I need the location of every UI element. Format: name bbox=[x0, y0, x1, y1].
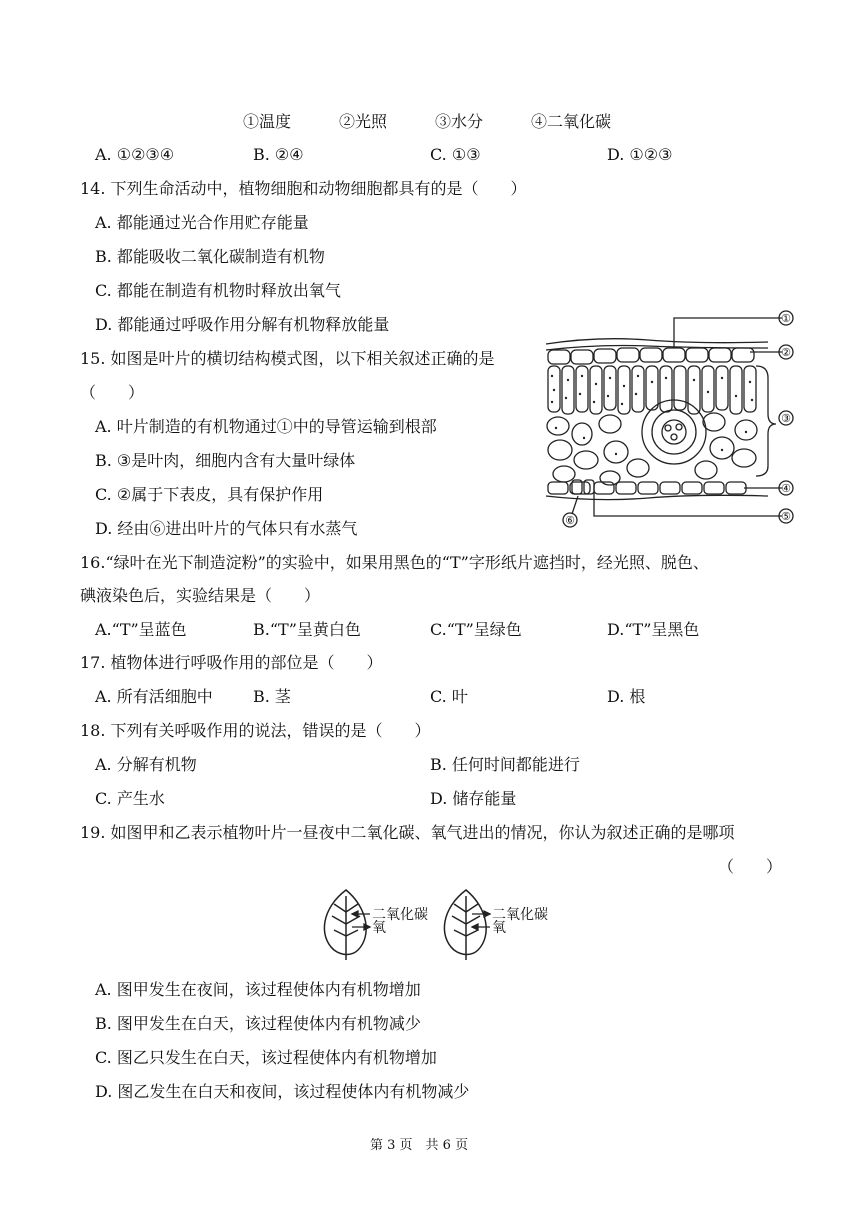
q13-choice-a[interactable]: A. ①②③④ bbox=[95, 145, 175, 164]
q13-option-2: ②光照 bbox=[339, 112, 388, 131]
leaf1-co2-label: 二氧化碳 bbox=[372, 907, 428, 923]
leaf2-o2-label: 氧 bbox=[492, 920, 506, 936]
q16-choice-d[interactable]: D.“T”呈黑色 bbox=[607, 620, 700, 639]
q15-choice-c[interactable]: C. ②属于下表皮，具有保护作用 bbox=[95, 485, 324, 504]
q16-choice-a[interactable]: A.“T”呈蓝色 bbox=[95, 620, 187, 639]
q13-option-4: ④二氧化碳 bbox=[531, 112, 612, 131]
q14-choice-a[interactable]: A. 都能通过光合作用贮存能量 bbox=[95, 213, 309, 232]
q13-choice-c[interactable]: C. ①③ bbox=[430, 145, 481, 164]
q19-choice-a[interactable]: A. 图甲发生在夜间，该过程使体内有机物增加 bbox=[95, 980, 421, 999]
q16-stem-line2: 碘液染色后，实验结果是（ ） bbox=[80, 586, 321, 605]
q17-choice-b[interactable]: B. 茎 bbox=[253, 687, 291, 706]
figure-label-6: ⑥ bbox=[565, 514, 575, 527]
figure-label-5: ⑤ bbox=[781, 510, 791, 523]
q15-choice-d[interactable]: D. 经由⑥进出叶片的气体只有水蒸气 bbox=[95, 519, 358, 538]
q17-choice-c[interactable]: C. 叶 bbox=[430, 687, 468, 706]
q18-choice-c[interactable]: C. 产生水 bbox=[95, 789, 165, 808]
q16-choice-c[interactable]: C.“T”呈绿色 bbox=[430, 620, 522, 639]
q13-option-3: ③水分 bbox=[435, 112, 484, 131]
q14-choice-d[interactable]: D. 都能通过呼吸作用分解有机物释放能量 bbox=[95, 315, 390, 334]
leaf-gas-exchange-figure bbox=[312, 884, 562, 964]
q14-choice-c[interactable]: C. 都能在制造有机物时释放出氧气 bbox=[95, 281, 341, 300]
q17-choice-a[interactable]: A. 所有活细胞中 bbox=[95, 687, 213, 706]
leaf1-o2-label: 氧 bbox=[372, 920, 386, 936]
q19-choice-b[interactable]: B. 图甲发生在白天，该过程使体内有机物减少 bbox=[95, 1014, 421, 1033]
figure-label-2: ② bbox=[781, 346, 791, 359]
q15-stem: 15. 如图是叶片的横切结构模式图，以下相关叙述正确的是 bbox=[80, 349, 495, 368]
q14-choice-b[interactable]: B. 都能吸收二氧化碳制造有机物 bbox=[95, 247, 325, 266]
q15-choice-b[interactable]: B. ③是叶肉，细胞内含有大量叶绿体 bbox=[95, 451, 356, 470]
q18-choice-d[interactable]: D. 储存能量 bbox=[430, 789, 517, 808]
q13-choice-b[interactable]: B. ②④ bbox=[253, 145, 304, 164]
q16-stem-line1: 16.“绿叶在光下制造淀粉”的实验中，如果用黑色的“T”字形纸片遮挡时，经光照、脱色、 bbox=[80, 553, 709, 572]
q18-stem: 18. 下列有关呼吸作用的说法，错误的是（ ） bbox=[80, 721, 431, 740]
figure-label-3: ③ bbox=[781, 412, 791, 425]
q19-bracket: （ ） bbox=[718, 857, 783, 876]
q19-choice-c[interactable]: C. 图乙只发生在白天，该过程使体内有机物增加 bbox=[95, 1048, 437, 1067]
leaf2-co2-label: 二氧化碳 bbox=[492, 907, 548, 923]
q13-option-1: ①温度 bbox=[243, 112, 292, 131]
page-footer: 第 3 页 共 6 页 bbox=[370, 1138, 469, 1153]
q15-choice-a[interactable]: A. 叶片制造的有机物通过①中的导管运输到根部 bbox=[95, 417, 437, 436]
q18-choice-b[interactable]: B. 任何时间都能进行 bbox=[430, 755, 580, 774]
q19-stem: 19. 如图甲和乙表示植物叶片一昼夜中二氧化碳、氧气进出的情况，你认为叙述正确的是哪项 bbox=[80, 823, 735, 842]
q19-choice-d[interactable]: D. 图乙发生在白天和夜间，该过程使体内有机物减少 bbox=[95, 1082, 470, 1101]
figure-label-4: ④ bbox=[781, 482, 791, 495]
q18-choice-a[interactable]: A. 分解有机物 bbox=[95, 755, 197, 774]
leaf-cross-section-figure bbox=[538, 306, 800, 536]
q17-choice-d[interactable]: D. 根 bbox=[607, 687, 646, 706]
q17-stem: 17. 植物体进行呼吸作用的部位是（ ） bbox=[80, 653, 383, 672]
q15-bracket: （ ） bbox=[80, 383, 145, 402]
q16-choice-b[interactable]: B.“T”呈黄白色 bbox=[253, 620, 361, 639]
q14-stem: 14. 下列生命活动中，植物细胞和动物细胞都具有的是（ ） bbox=[80, 179, 527, 198]
figure-label-1: ① bbox=[781, 312, 791, 325]
q13-choice-d[interactable]: D. ①②③ bbox=[607, 145, 673, 164]
